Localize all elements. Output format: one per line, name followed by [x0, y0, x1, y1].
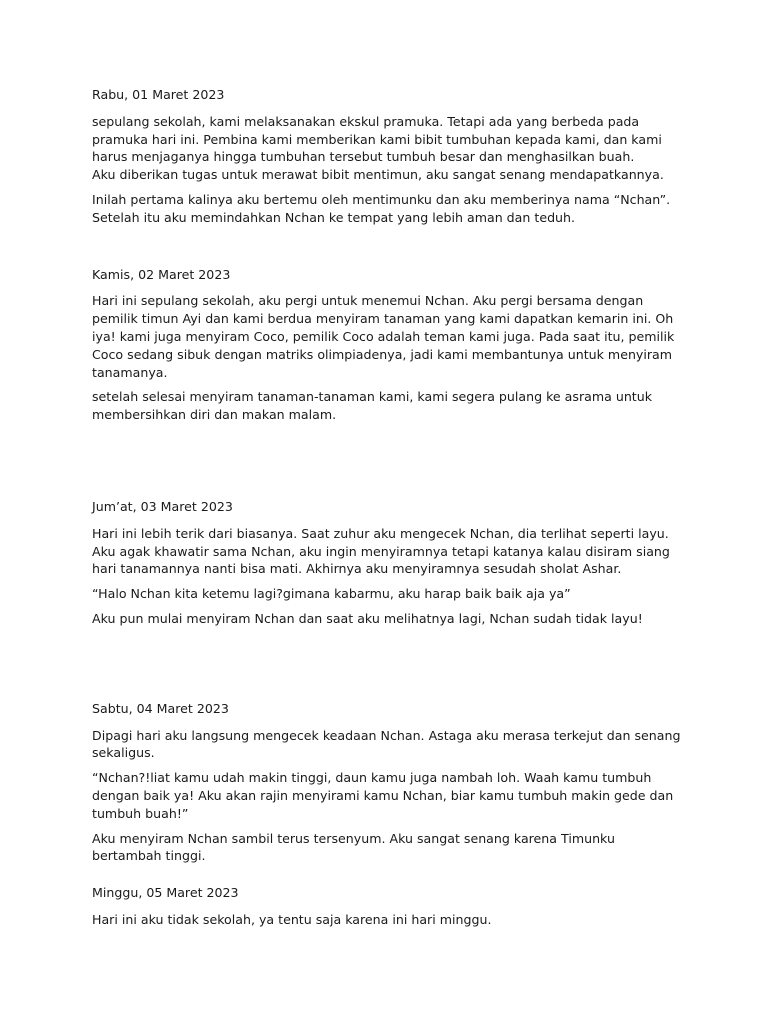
text-line: dengan baik ya! Aku akan rajin menyirami kamu Nchan, biar kamu tumbuh makin gede dan — [92, 787, 674, 803]
text-line: Hari ini sepulang sekolah, aku pergi untuk menemui Nchan. Aku pergi bersama dengan — [92, 293, 644, 309]
text-line: Aku menyiram Nchan sambil terus tersenyum. Aku sangat senang karena Timunku — [92, 830, 615, 846]
diary-page — [92, 86, 692, 947]
entry-paragraph — [92, 610, 692, 628]
text-line: bertambah tinggi. — [92, 848, 206, 864]
text-line: Setelah itu aku memindahkan Nchan ke tempat yang lebih aman dan teduh. — [92, 209, 576, 225]
entry-paragraph — [92, 191, 692, 227]
entry-paragraph — [92, 830, 692, 866]
text-line: Aku agak khawatir sama Nchan, aku ingin menyiramnya tetapi katanya kalau disiram siang — [92, 543, 670, 559]
entry-date: Jum’at, 03 Maret 2023 — [92, 498, 233, 514]
text-line: tanamanya. — [92, 364, 168, 380]
text-line: Inilah pertama kalinya aku bertemu oleh mentimunku dan aku memberinya nama “Nchan”. — [92, 191, 671, 207]
text-line: pramuka hari ini. Pembina kami memberikan kami bibit tumbuhan kepada kami, dan kami — [92, 131, 662, 147]
text-line: harus menjaganya hingga tumbuhan tersebut tumbuh besar dan menghasilkan buah. — [92, 149, 635, 165]
text-line: Hari ini aku tidak sekolah, ya tentu saja karena ini hari minggu. — [92, 911, 492, 927]
entry-paragraph — [92, 585, 692, 603]
entry-paragraph — [92, 292, 692, 381]
diary-entry — [92, 700, 692, 865]
text-line: setelah selesai menyiram tanaman-tanaman kami, kami segera pulang ke asrama untuk — [92, 389, 653, 405]
entry-date: Kamis, 02 Maret 2023 — [92, 266, 231, 282]
diary-entry — [92, 884, 692, 929]
text-line: Dipagi hari aku langsung mengecek keadaan Nchan. Astaga aku merasa terkejut dan senang — [92, 727, 681, 743]
entry-paragraph — [92, 113, 692, 184]
entry-date: Sabtu, 04 Maret 2023 — [92, 700, 229, 716]
text-line: membersihkan diri dan makan malam. — [92, 407, 337, 423]
diary-entry — [92, 266, 692, 424]
entry-paragraph — [92, 525, 692, 578]
text-line: Hari ini lebih terik dari biasanya. Saat zuhur aku mengecek Nchan, dia terlihat seperti layu. — [92, 525, 669, 541]
text-line: “Halo Nchan kita ketemu lagi?gimana kabarmu, aku harap baik baik aja ya” — [92, 586, 571, 602]
entry-date: Rabu, 01 Maret 2023 — [92, 87, 225, 102]
text-line: pemilik timun Ayi dan kami berdua menyiram tanaman yang kami dapatkan kemarin ini. Oh — [92, 311, 674, 327]
entry-paragraph — [92, 388, 692, 424]
text-line: Aku diberikan tugas untuk merawat bibit mentimun, aku sangat senang mendapatkannya. — [92, 167, 664, 183]
entry-date: Minggu, 05 Maret 2023 — [92, 885, 239, 901]
entry-paragraph — [92, 769, 692, 822]
text-line: hari tanamannya nanti bisa mati. Akhirnya aku menyiramnya sesudah sholat Ashar. — [92, 561, 622, 577]
text-line: “Nchan?!liat kamu udah makin tinggi, daun kamu juga nambah loh. Waah kamu tumbuh — [92, 770, 652, 786]
diary-entry — [92, 86, 692, 227]
entry-paragraph — [92, 727, 692, 763]
text-line: Aku pun mulai menyiram Nchan dan saat aku melihatnya lagi, Nchan sudah tidak layu! — [92, 610, 643, 626]
entry-paragraph — [92, 911, 692, 929]
text-line: iya! kami juga menyiram Coco, pemilik Coco adalah teman kami juga. Pada saat itu, pemilik — [92, 328, 675, 344]
text-line: tumbuh buah!” — [92, 805, 189, 821]
text-line: sepulang sekolah, kami melaksanakan ekskul pramuka. Tetapi ada yang berbeda pada — [92, 113, 640, 129]
text-line: Coco sedang sibuk dengan matriks olimpiadenya, jadi kami membantunya untuk menyiram — [92, 346, 673, 362]
diary-entry — [92, 498, 692, 628]
text-line: sekaligus. — [92, 745, 155, 761]
